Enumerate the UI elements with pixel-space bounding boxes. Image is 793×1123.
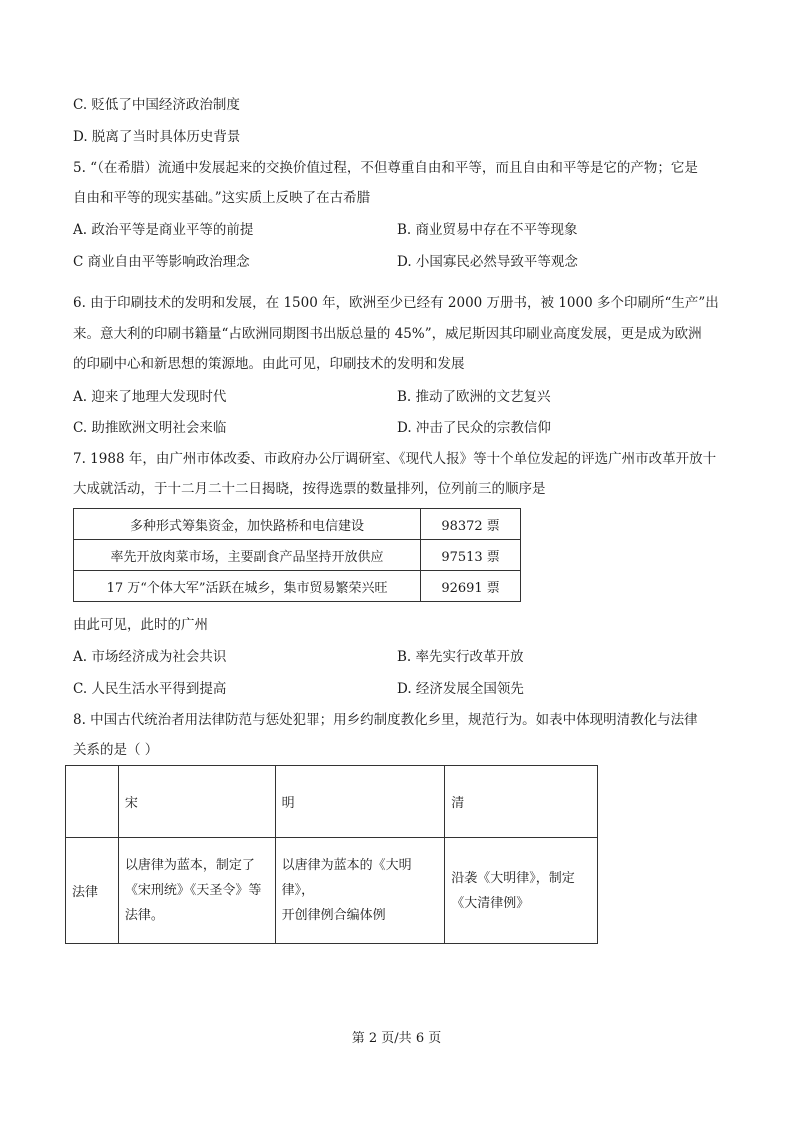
ming-law-line: 开创律例合编体例 [281,908,386,923]
q5-option-d: D. 小国寡民必然导致平等观念 [397,254,578,270]
header-cell-empty [66,766,119,838]
q4-option-c: C. 贬低了中国经济政治制度 [73,97,240,113]
q6-option-c: C. 助推欧洲文明社会来临 [73,420,227,436]
votes-cell: 97513 票 [421,540,521,571]
q8-stem-line1: 8. 中国古代统治者用法律防范与惩处犯罪；用乡约制度教化乡里，规范行为。如表中体现明清教化与法律 [73,712,698,728]
q8-stem-line2: 关系的是（ ） [73,742,159,758]
ming-law-cell [275,838,445,944]
table-header-row [66,766,598,838]
q7-conclusion: 由此可见，此时的广州 [73,617,208,633]
achievement-cell: 率先开放肉菜市场，主要副食产品坚持开放供应 [74,540,421,571]
q5-stem-line2: 自由和平等的现实基础。”这实质上反映了在古希腊 [73,190,371,206]
q5-option-c: C 商业自由平等影响政治理念 [73,254,250,270]
votes-cell: 92691 票 [421,571,521,602]
q6-stem-line2: 来。意大利的印刷书籍量“占欧洲同期图书出版总量的 45%”，威尼斯因其印刷业高度发展，更是成为欧洲 [73,326,702,342]
q4-option-d: D. 脱离了当时具体历史背景 [73,129,241,145]
page-footer: 第 2 页/共 6 页 [351,1031,442,1046]
qing-law-cell [445,838,598,944]
table-row [74,571,521,602]
row-label-law: 法律 [66,838,119,944]
table-row [74,540,521,571]
q5-option-b: B. 商业贸易中存在不平等现象 [397,222,578,238]
q7-option-b: B. 率先实行改革开放 [397,649,524,665]
q7-stem-line1: 7. 1988 年，由广州市体改委、市政府办公厅调研室、《现代人报》等十个单位发起的评选广州市改革开放十 [73,451,717,467]
song-law-line: 以唐律为蓝本，制定了 [124,858,255,873]
qing-law-line: 《大清律例》 [451,895,530,911]
q7-option-d: D. 经济发展全国领先 [397,681,524,697]
ming-law-line: 以唐律为蓝本的《大明律》， [281,858,412,898]
q5-stem-line1: 5. “（在希腊）流通中发展起来的交换价值过程，不但尊重自由和平等，而且自由和平等是它的产物；它是 [73,160,698,176]
achievement-cell: 17 万“个体大军”活跃在城乡，集市贸易繁荣兴旺 [74,571,421,602]
q6-stem-line3: 的印刷中心和新思想的策源地。由此可见，印刷技术的发明和发展 [73,356,465,372]
header-cell-song: 宋 [118,766,275,838]
q7-stem-line2: 大成就活动，于十二月二十二日揭晓，按得选票的数量排列，位列前三的顺序是 [73,481,546,497]
song-law-line: 《宋刑统》《天圣令》等 [124,883,262,898]
table-row [66,838,598,944]
header-cell-qing: 清 [445,766,598,838]
q6-option-d: D. 冲击了民众的宗教信仰 [397,420,551,436]
song-law-cell [118,838,275,944]
achievement-cell: 多种形式筹集资金，加快路桥和电信建设 [74,509,421,540]
law-comparison-table [65,765,598,944]
q6-option-a: A. 迎来了地理大发现时代 [73,389,227,405]
q6-option-b: B. 推动了欧洲的文艺复兴 [397,389,551,405]
table-row [74,509,521,540]
q7-option-c: C. 人民生活水平得到提高 [73,681,227,697]
vote-ranking-table [73,508,521,602]
song-law-line: 法律。 [124,908,164,923]
q5-option-a: A. 政治平等是商业平等的前提 [73,222,254,238]
header-cell-ming: 明 [275,766,445,838]
votes-cell: 98372 票 [421,509,521,540]
qing-law-line: 沿袭《大明律》，制定 [451,870,575,886]
q7-option-a: A. 市场经济成为社会共识 [73,649,227,665]
q6-stem-line1: 6. 由于印刷技术的发明和发展，在 1500 年，欧洲至少已经有 2000 万册书，被 1000 多个印刷所“生产”出 [73,295,719,311]
